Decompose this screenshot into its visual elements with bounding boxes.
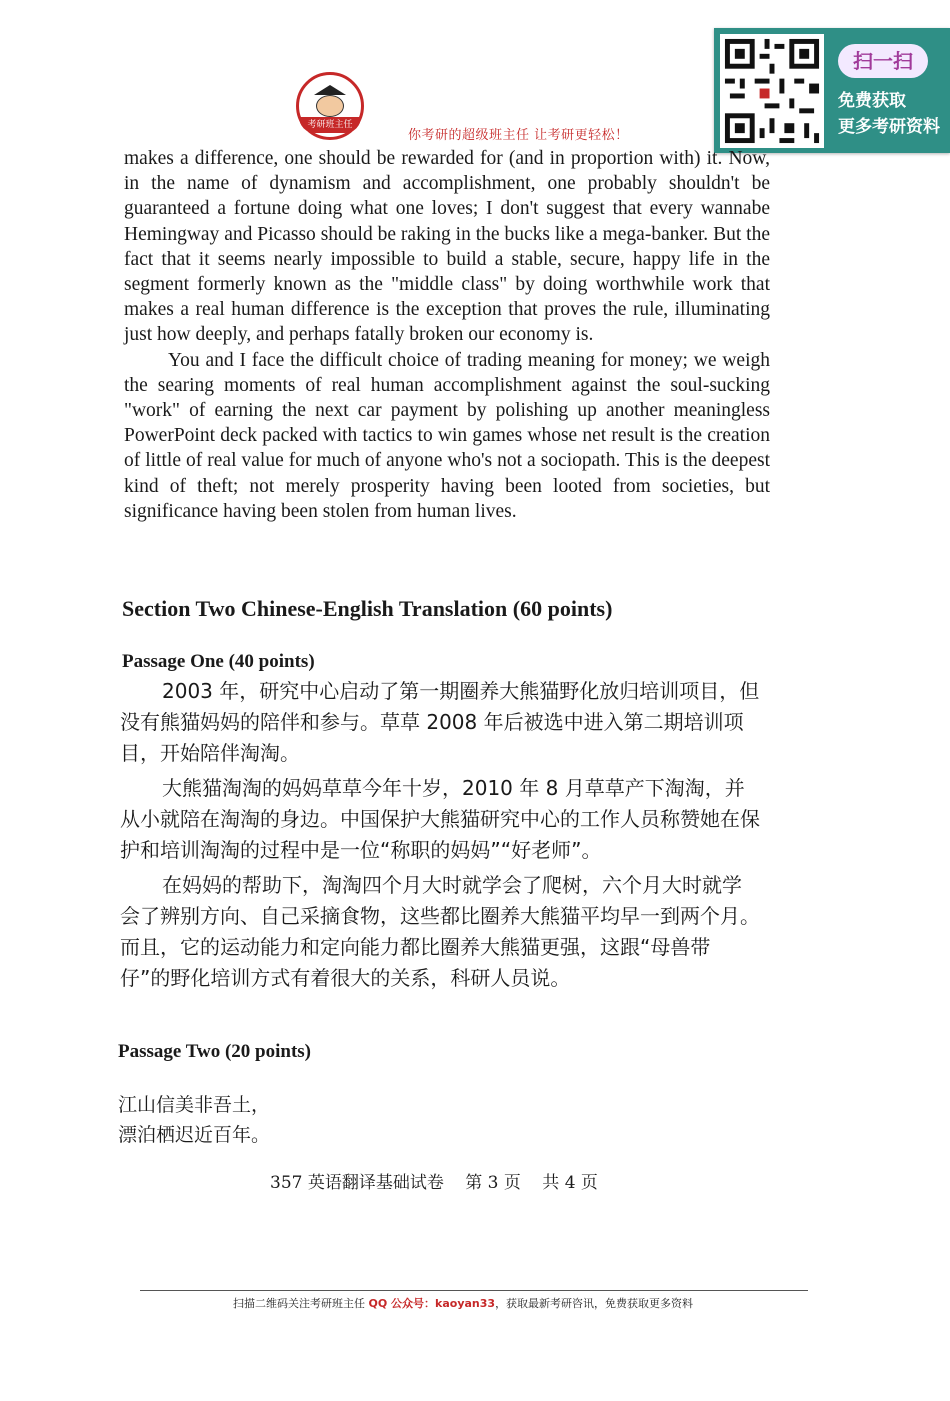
english-passage <box>124 146 770 524</box>
english-paragraph-2: You and I face the difficult choice of trading meaning for money; we weigh the searing moments of real human accomplishment against the soul-sucking "work" of earning the next car payment by polishing up another meaningless PowerPoint deck packed with tactics to win games whose net result is the creation of little of real value for much of anyone who's not a sociopath. This is the deepest kind of theft; not merely prosperity having been looted from societies, but significance having been stolen from human lives. <box>124 349 770 522</box>
graduation-cap-icon <box>314 85 346 95</box>
bottom-note <box>233 1295 693 1311</box>
brand-logo <box>296 72 364 140</box>
bottom-note-qq: QQ 公众号：kaoyan33 <box>368 1297 496 1310</box>
qr-code-icon[interactable] <box>720 34 824 148</box>
passage-two-poem <box>118 1090 270 1150</box>
page-footer <box>270 1168 614 1193</box>
bottom-note-suffix: ，获取最新考研咨讯，免费获取更多资料 <box>495 1297 694 1310</box>
passage-one-paragraph-3: 在妈妈的帮助下，淘淘四个月大时就学会了爬树，六个月大时就学会了辨别方向、自己采摘食物，这些都比圈养大熊猫平均早一到两个月。而且，它的运动能力和定向能力都比圈养大熊猫更强，这跟“母兽带仔”的野化培训方式有着很大的关系，科研人员说。 <box>120 873 760 990</box>
poem-line-1: 江山信美非吾土， <box>118 1094 271 1116</box>
page-number: 第 3 页 <box>465 1173 521 1193</box>
exam-name: 357 英语翻译基础试卷 <box>270 1173 444 1193</box>
english-paragraph-1: makes a difference, one should be rewarded for (and in proportion with) it. Now, in the name of dynamism and accomplishment, one probably shouldn't be guaranteed a fortune doing what one loves; I don't suggest that every wannabe Hemingway and Picasso should be raking in the bucks like a mega-banker. But the fact that it seems nearly impossible to build a stable, secure, happy life in the segment formerly known as the "middle class" by doing worthwhile work that makes a real human difference is the exception that proves the rule, illuminating just how deeply, and perhaps fatally broken our economy is. <box>124 148 770 346</box>
passage-one-paragraph-1: 2003 年，研究中心启动了第一期圈养大熊猫野化放归培训项目，但没有熊猫妈妈的陪伴和参与。草草 2008 年后被选中进入第二期培训项目，开始陪伴淘淘。 <box>120 679 760 765</box>
passage-two-title: Passage Two (20 points) <box>118 1041 312 1062</box>
poem-line-2: 漂泊栖迟近百年。 <box>118 1124 271 1146</box>
logo-ribbon: 考研班主任 <box>299 117 361 133</box>
passage-one-body <box>120 676 760 998</box>
promo-line-more: 更多考研资料 <box>838 117 940 137</box>
promo-line-free: 免费获取 <box>838 91 906 111</box>
header-slogan: 你考研的超级班主任 让考研更轻松！ <box>408 128 629 143</box>
total-pages: 共 4 页 <box>542 1173 598 1193</box>
passage-one-title: Passage One (40 points) <box>122 651 315 672</box>
promo-scan-badge: 扫一扫 <box>838 44 928 78</box>
section-title: Section Two Chinese-English Translation (60 points) <box>122 596 613 621</box>
passage-one-paragraph-2: 大熊猫淘淘的妈妈草草今年十岁，2010 年 8 月草草产下淘淘，并从小就陪在淘淘的身边。中国保护大熊猫研究中心的工作人员称赞她在保护和培训淘淘的过程中是一位“称职的妈妈”“好老师”。 <box>120 776 760 862</box>
logo-face-icon <box>316 95 344 117</box>
footer-divider <box>140 1290 808 1291</box>
bottom-note-prefix: 扫描二维码关注考研班主任 <box>233 1297 369 1310</box>
